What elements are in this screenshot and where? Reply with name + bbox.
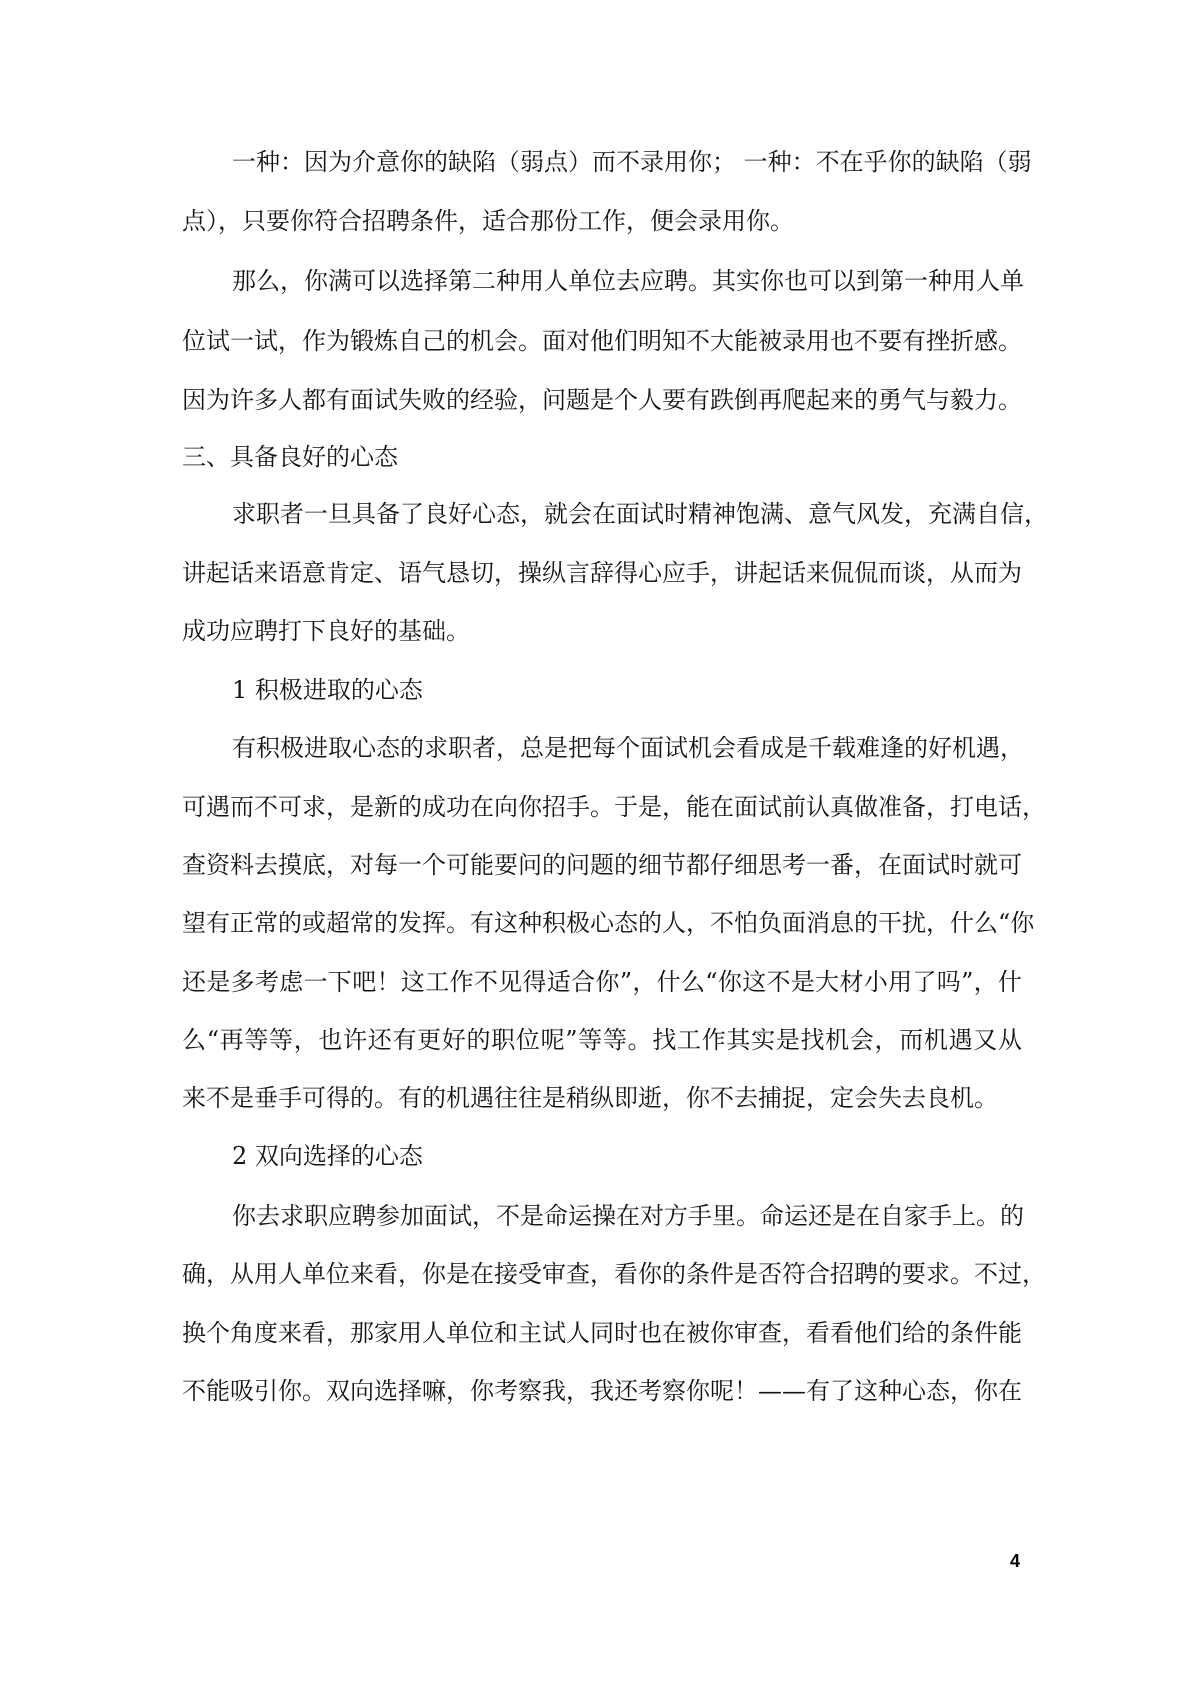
text-line: 点），只要你符合招聘条件，适合那份工作，便会录用你。	[182, 207, 794, 235]
text-line: 确，从用人单位来看，你是在接受审查，看你的条件是否符合招聘的要求。不过，	[182, 1260, 1046, 1288]
text-line: 来不是垂手可得的。有的机遇往往是稍纵即逝，你不去捕捉，定会失去良机。	[182, 1084, 998, 1112]
text-line: 因为许多人都有面试失败的经验，问题是个人要有跌倒再爬起来的勇气与毅力。	[182, 386, 1022, 414]
text-line: 求职者一旦具备了良好心态，就会在面试时精神饱满、意气风发，充满自信，	[232, 500, 1048, 528]
text-line: 么“再等等，也许还有更好的职位呢”等等。找工作其实是找机会，而机遇又从	[182, 1026, 1022, 1054]
text-line: 一种：因为介意你的缺陷（弱点）而不录用你； 一种：不在乎你的缺陷（弱	[232, 148, 1032, 176]
section-heading: 三、具备良好的心态	[182, 443, 398, 471]
text-line: 不能吸引你。双向选择嘛，你考察我，我还考察你呢！——有了这种心态，你在	[182, 1377, 1022, 1405]
text-line: 查资料去摸底，对每一个可能要问的问题的细节都仔细思考一番，在面试时就可	[182, 851, 1022, 879]
text-line: 你去求职应聘参加面试，不是命运操在对方手里。命运还是在自家手上。的	[232, 1202, 1024, 1230]
text-line: 可遇而不可求，是新的成功在向你招手。于是，能在面试前认真做准备，打电话，	[182, 793, 1046, 821]
page-number: 4	[1010, 1551, 1021, 1571]
text-line: 换个角度来看，那家用人单位和主试人同时也在被你审查，看看他们给的条件能	[182, 1319, 1022, 1347]
text-line: 有积极进取心态的求职者，总是把每个面试机会看成是千载难逢的好机遇，	[232, 734, 1024, 762]
subsection-heading: 1 积极进取的心态	[232, 676, 423, 704]
text-line: 还是多考虑一下吧！这工作不见得适合你”，什么“你这不是大材小用了吗”，什	[182, 968, 1022, 996]
text-line: 讲起话来语意肯定、语气恳切，操纵言辞得心应手，讲起话来侃侃而谈，从而为	[182, 559, 1022, 587]
text-line: 那么，你满可以选择第二种用人单位去应聘。其实你也可以到第一种用人单	[232, 267, 1024, 295]
text-line: 位试一试，作为锻炼自己的机会。面对他们明知不大能被录用也不要有挫折感。	[182, 327, 1022, 355]
text-line: 成功应聘打下良好的基础。	[182, 617, 470, 645]
subsection-heading: 2 双向选择的心态	[232, 1142, 423, 1170]
text-line: 望有正常的或超常的发挥。有这种积极心态的人，不怕负面消息的干扰，什么“你	[182, 909, 1035, 937]
